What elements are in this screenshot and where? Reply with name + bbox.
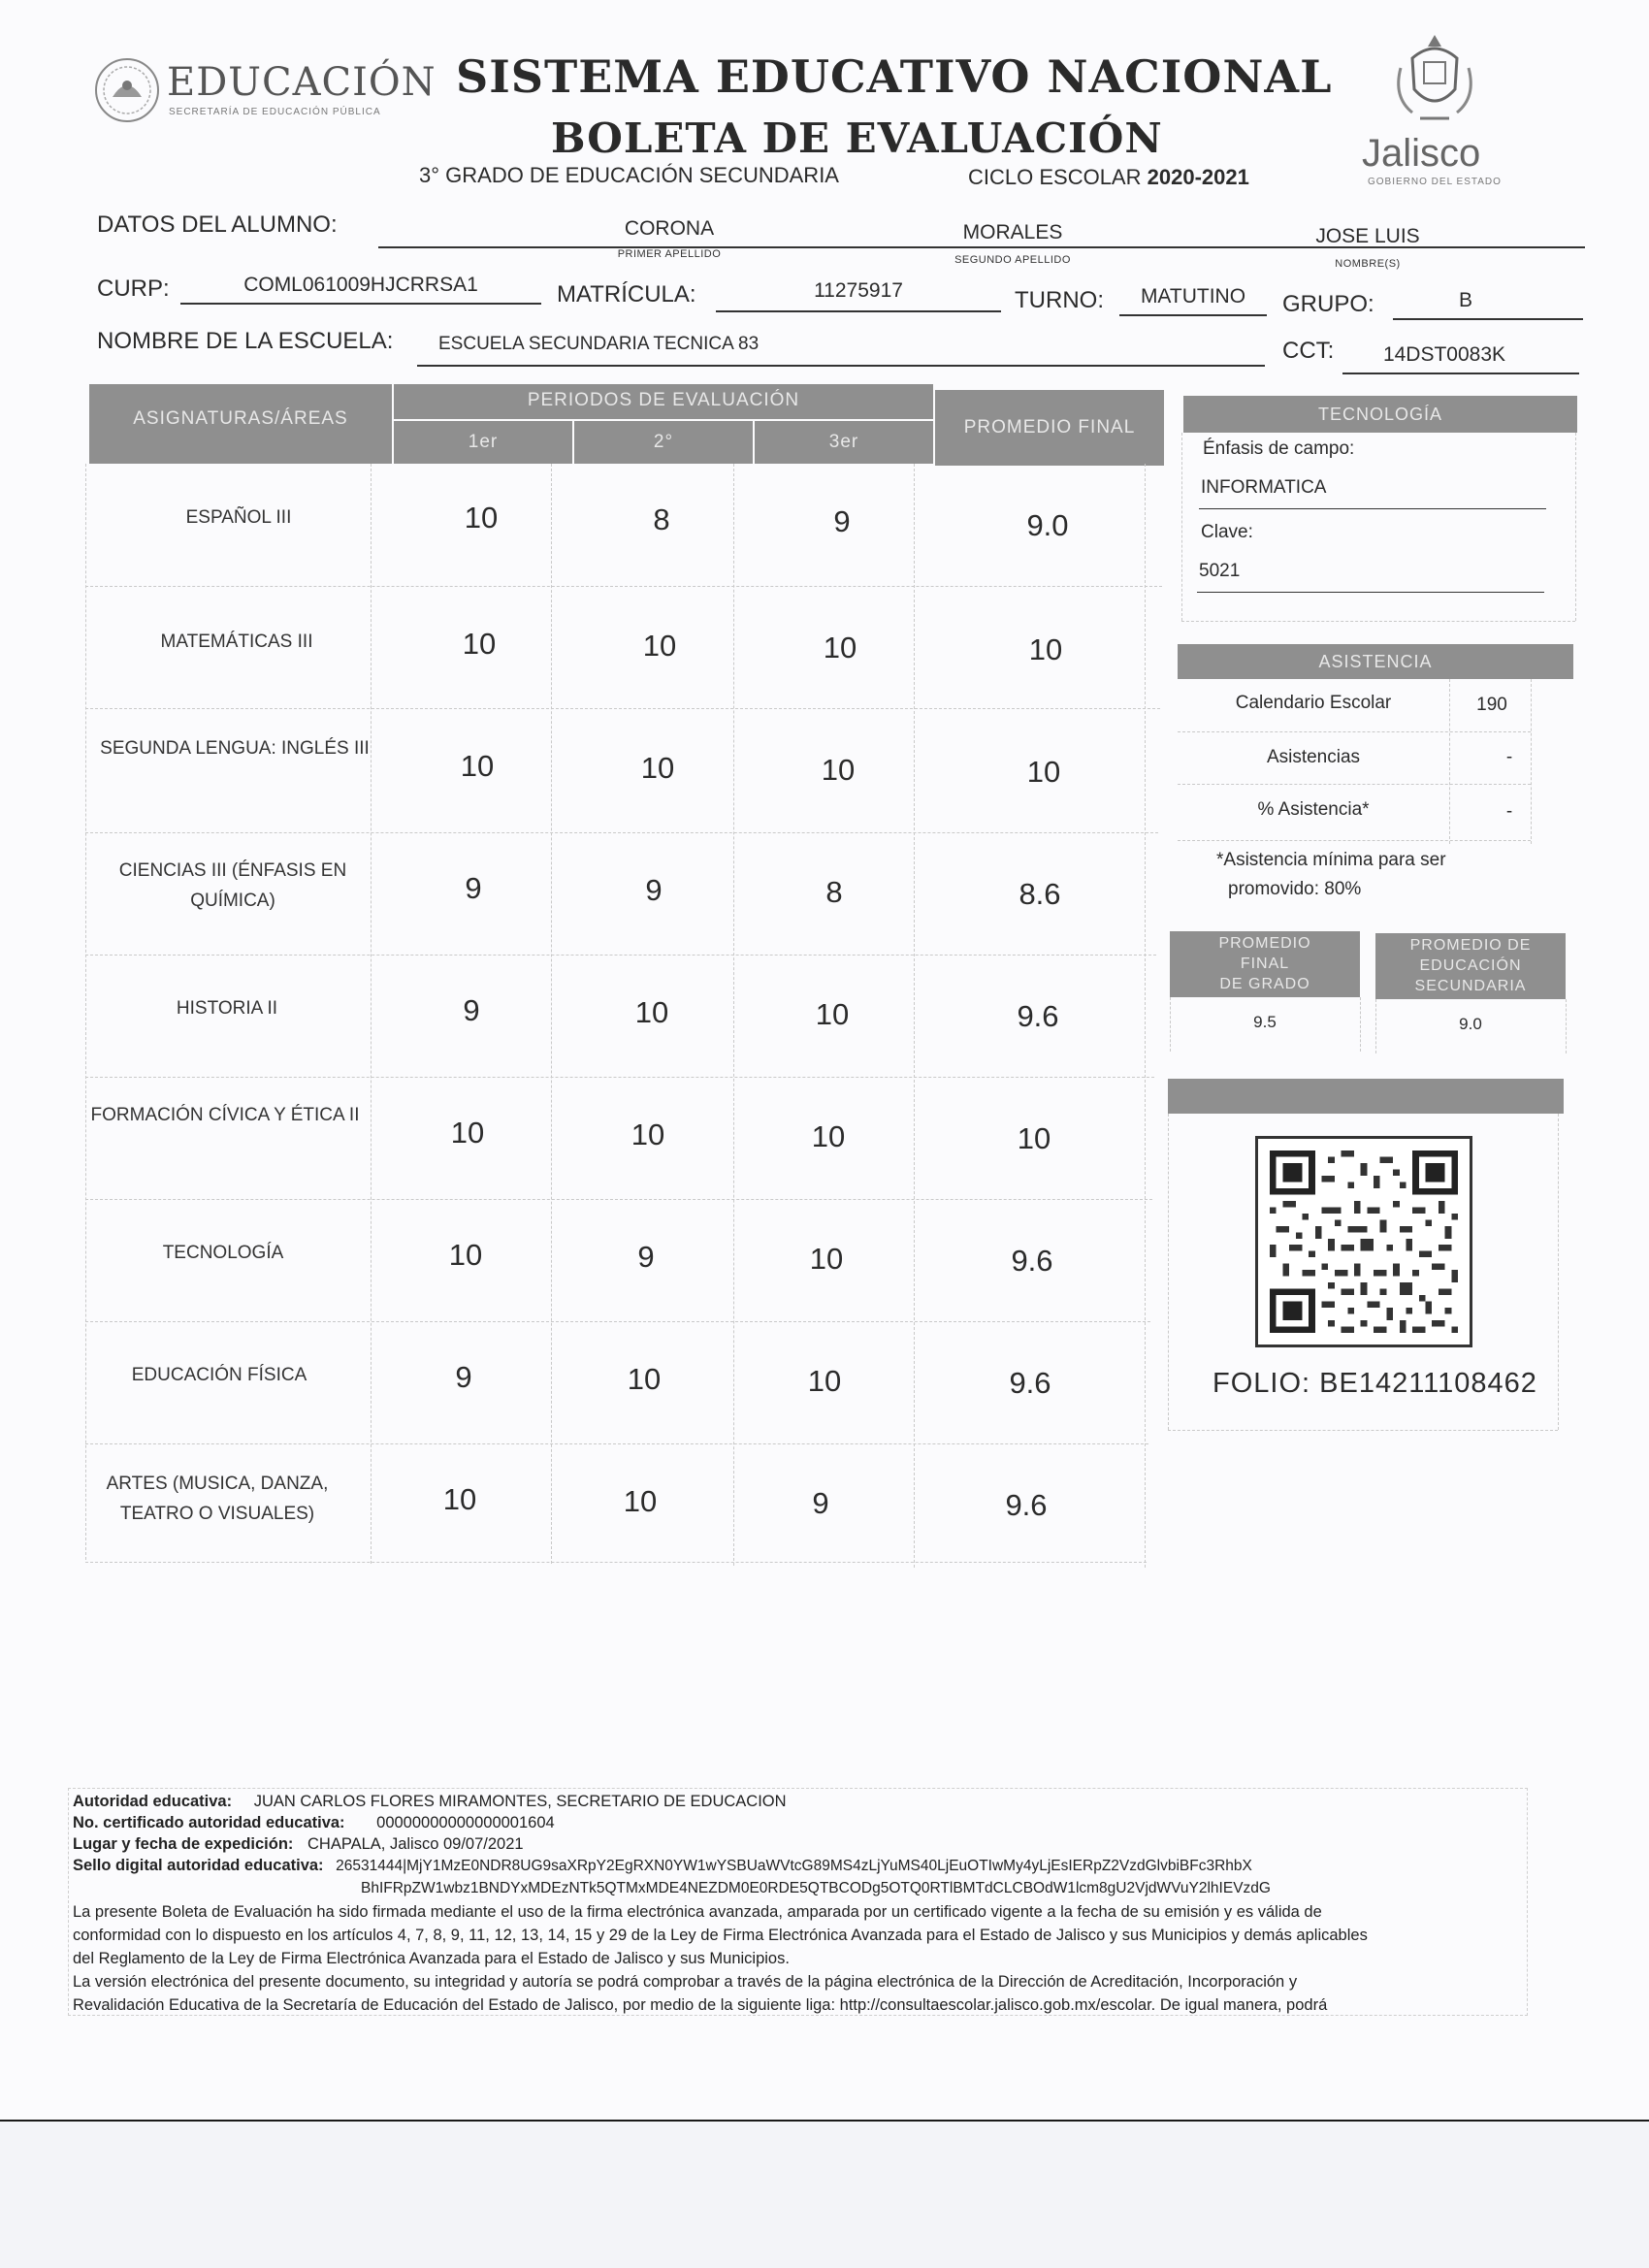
grid-line <box>85 708 1160 709</box>
promedio-secundaria-value: 9.0 <box>1459 1015 1482 1033</box>
grade-p2: 10 <box>642 629 677 663</box>
subject-name: SEGUNDA LENGUA: INGLÉS III <box>100 738 370 759</box>
grade-p2: 10 <box>630 1118 665 1151</box>
segundo-apellido-caption: SEGUNDO APELLIDO <box>954 254 1071 266</box>
grade-p3: 8 <box>825 875 843 909</box>
grade-p3: 10 <box>811 1119 846 1153</box>
cert-value: 00000000000000001604 <box>376 1814 555 1831</box>
promedio-grado-header-line-2: FINAL <box>1240 956 1290 972</box>
datos-label: DATOS DEL ALUMNO: <box>97 211 338 238</box>
grid-line <box>85 1321 1150 1322</box>
escuela-label: NOMBRE DE LA ESCUELA: <box>97 328 394 354</box>
grade-p1: 10 <box>464 501 499 535</box>
page-subtitle: BOLETA DE EVALUACIÓN <box>551 114 1163 162</box>
grade-label: 3° GRADO DE EDUCACIÓN SECUNDARIA <box>419 163 839 187</box>
panel-border <box>1178 784 1531 785</box>
sep-seal-icon <box>93 56 161 124</box>
grade-final: 10 <box>1017 1121 1051 1155</box>
asistencias-label: Asistencias <box>1266 747 1361 767</box>
period-3-header: 3er <box>755 421 933 464</box>
sep-subtitle: SECRETARÍA DE EDUCACIÓN PÚBLICA <box>169 107 381 117</box>
grade-p3: 10 <box>807 1364 842 1398</box>
grupo-line <box>1393 318 1583 320</box>
cct-line <box>1342 373 1579 374</box>
porcentaje-label: % Asistencia* <box>1257 799 1370 820</box>
clave-label: Clave: <box>1201 522 1253 542</box>
grid-line <box>551 464 552 1564</box>
curp-line <box>180 303 541 305</box>
sello-value-1: 26531444|MjY1MzE0NDR8UG9saXRpY2EgRXN0YW1wYSBUaWVtcG89MS4zLjYuMS40LjEuOTIwMy4yLjEsIERpZ2VzdGlvbiBFc3RhbX <box>336 1858 1252 1874</box>
sep-word: EDUCACIÓN <box>167 60 436 105</box>
legal-line-4: La versión electrónica del presente documento, su integridad y autoría se podrá comprobar a través de la página electrónica de la Dirección de Acreditación, Incorporación y <box>73 1973 1298 1991</box>
grade-p1: 9 <box>455 1360 472 1394</box>
grid-line <box>85 1562 1147 1563</box>
grade-p3: 10 <box>823 631 857 664</box>
curp-value: COML061009HJCRRSA1 <box>243 274 478 296</box>
grade-p2: 10 <box>634 995 669 1029</box>
grade-p1: 10 <box>460 749 495 783</box>
cct-label: CCT: <box>1282 338 1335 364</box>
grid-line <box>85 832 1158 833</box>
porcentaje-value: - <box>1505 801 1513 822</box>
sello-row <box>73 1857 1252 1875</box>
legal-line-1: La presente Boleta de Evaluación ha sido firmada mediante el uso de la firma electrónica avanzada, amparada por un certificado vigente a la fecha de su emisión y es válida de <box>73 1903 1322 1921</box>
ciclo-escolar <box>968 165 1249 190</box>
grade-p3: 9 <box>812 1486 829 1520</box>
asistencia-note-1: *Asistencia mínima para ser <box>1216 850 1446 870</box>
curp-label: CURP: <box>97 275 170 302</box>
cert-label: No. certificado autoridad educativa: <box>73 1814 345 1831</box>
escuela-line <box>417 365 1265 367</box>
panel-border <box>1181 433 1182 621</box>
autoridad-label: Autoridad educativa: <box>73 1793 233 1810</box>
grade-final: 9.6 <box>1011 1244 1053 1278</box>
promedio-grado-value: 9.5 <box>1253 1013 1277 1031</box>
asistencia-header: ASISTENCIA <box>1178 644 1573 679</box>
panel-border <box>1168 1114 1169 1430</box>
grade-final: 10 <box>1028 632 1063 666</box>
grade-p2: 8 <box>653 502 670 536</box>
subject-name: ESPAÑOL III <box>185 507 292 528</box>
grid-line <box>85 586 1162 587</box>
enfasis-value: INFORMATICA <box>1201 477 1327 498</box>
grid-line <box>85 1199 1152 1200</box>
panel-border <box>1178 731 1531 732</box>
grid-line <box>1145 464 1146 1568</box>
turno-label: TURNO: <box>1015 287 1104 313</box>
promedio-grado-header-line-3: DE GRADO <box>1219 976 1310 992</box>
panel-border <box>1449 679 1450 844</box>
period-2-header: 2° <box>574 421 753 464</box>
grade-final: 9.6 <box>1009 1366 1051 1400</box>
panel-border <box>1558 1114 1559 1430</box>
turno-value: MATUTINO <box>1140 285 1246 308</box>
period-1-header: 1er <box>394 421 572 464</box>
grid-line <box>914 464 915 1568</box>
grade-p2: 9 <box>645 873 663 907</box>
legal-line-3: del Reglamento de la Ley de Firma Electrónica Avanzada para el Estado de Jalisco y sus Municipios. <box>73 1950 790 1967</box>
lugar-row <box>73 1835 524 1854</box>
subject-name: FORMACIÓN CÍVICA Y ÉTICA II <box>90 1105 360 1125</box>
grade-final: 9.6 <box>1017 999 1059 1033</box>
grade-p2: 10 <box>623 1484 658 1518</box>
grade-final: 10 <box>1026 755 1061 789</box>
sello-label: Sello digital autoridad educativa: <box>73 1857 324 1874</box>
scanner-margin <box>0 2120 1649 2268</box>
grade-p3: 10 <box>815 997 850 1031</box>
jalisco-logo <box>1348 29 1523 194</box>
grade-final: 8.6 <box>1018 877 1061 911</box>
grid-line <box>85 1077 1154 1078</box>
grade-p1: 10 <box>450 1116 485 1150</box>
grupo-label: GRUPO: <box>1282 291 1374 317</box>
jalisco-crest-icon <box>1391 29 1478 130</box>
grid-line <box>85 1443 1148 1444</box>
matricula-line <box>716 310 1001 312</box>
nombre-caption: NOMBRE(S) <box>1335 258 1401 270</box>
grid-line <box>85 955 1156 956</box>
grade-p1: 9 <box>463 993 480 1027</box>
col-periods-header: PERIODOS DE EVALUACIÓN <box>394 384 933 419</box>
legal-line-5: Revalidación Educativa de la Secretaría de Educación del Estado de Jalisco, por medio de la siguiente liga: http://consultaescolar.jalisco.gob.mx/escolar. De igual manera, podrá <box>73 1996 1328 2014</box>
ciclo-value: 2020-2021 <box>1147 165 1249 189</box>
nombre: JOSE LUIS <box>1315 225 1420 247</box>
cert-row <box>73 1814 555 1832</box>
turno-line <box>1119 314 1267 316</box>
asistencias-value: - <box>1505 747 1513 767</box>
qr-panel-header <box>1168 1079 1564 1114</box>
grade-p2: 10 <box>640 751 675 785</box>
primer-apellido-caption: PRIMER APELLIDO <box>617 248 722 260</box>
grade-p1: 10 <box>462 627 497 661</box>
subject-name: ARTES (MUSICA, DANZA, TEATRO O VISUALES) <box>106 1474 329 1524</box>
clave-value: 5021 <box>1199 561 1241 581</box>
panel-border <box>1360 997 1361 1052</box>
subject-name: CIENCIAS III (ÉNFASIS EN QUÍMICA) <box>118 860 347 911</box>
enfasis-label: Énfasis de campo: <box>1203 438 1355 459</box>
ciclo-label: CICLO ESCOLAR <box>968 165 1142 189</box>
grade-p3: 10 <box>809 1242 844 1276</box>
subject-name: HISTORIA II <box>176 998 278 1019</box>
grade-p3: 10 <box>821 753 856 787</box>
panel-border <box>1566 999 1567 1053</box>
calendario-label: Calendario Escolar <box>1235 693 1392 713</box>
asistencia-note-2: promovido: 80% <box>1228 879 1362 899</box>
promedio-grado-header-line-1: PROMEDIO <box>1218 935 1311 952</box>
grade-p1: 9 <box>465 871 482 905</box>
page-title: SISTEMA EDUCATIVO NACIONAL <box>456 50 1333 103</box>
matricula-label: MATRÍCULA: <box>557 281 696 308</box>
grade-p1: 10 <box>442 1482 477 1516</box>
panel-border <box>1178 840 1531 841</box>
grupo-value: B <box>1458 289 1472 311</box>
grid-line <box>733 464 734 1566</box>
lugar-label: Lugar y fecha de expedición: <box>73 1835 294 1853</box>
enfasis-line <box>1199 508 1546 509</box>
promedio-grado-header <box>1170 931 1360 997</box>
promedio-secundaria-header <box>1375 933 1566 999</box>
cct-value: 14DST0083K <box>1382 343 1506 366</box>
matricula-value: 11275917 <box>814 279 903 302</box>
subject-name: EDUCACIÓN FÍSICA <box>131 1365 307 1385</box>
grade-final: 9.6 <box>1005 1488 1048 1522</box>
qr-code <box>1255 1136 1472 1347</box>
subject-name: MATEMÁTICAS III <box>160 632 313 652</box>
grade-p3: 9 <box>833 504 851 538</box>
promedio-secundaria-header-line-1: PROMEDIO DE <box>1409 937 1532 954</box>
grade-p1: 10 <box>448 1238 483 1272</box>
escuela-value: ESCUELA SECUNDARIA TECNICA 83 <box>438 334 760 354</box>
grade-final: 9.0 <box>1026 508 1069 542</box>
autoridad-value: JUAN CARLOS FLORES MIRAMONTES, SECRETARIO DE EDUCACION <box>253 1793 787 1810</box>
panel-border <box>1168 1430 1558 1431</box>
legal-line-2: conformidad con lo dispuesto en los artículos 4, 7, 8, 9, 11, 12, 13, 14, 15 y 29 de la Ley de Firma Electrónica Avanzada para el Estado de Jalisco y sus Municipios y demás aplicables <box>73 1927 1368 1944</box>
promedio-secundaria-header-line-3: SECUNDARIA <box>1414 978 1527 994</box>
panel-border <box>1181 621 1575 622</box>
folio-text: FOLIO: BE14211108462 <box>1212 1368 1537 1399</box>
grade-p2: 9 <box>637 1240 655 1274</box>
autoridad-row <box>73 1793 787 1811</box>
sello-value-2: BhIFRpZW1wbz1BNDYxMDEzNTk5QTMxMDE4NEZDM0E0RDE5QTBCODg5OTQ0RTlBMTdCLCBOdW1lcm8gU2VjdWVuY2lhIEVzdG <box>361 1880 1271 1896</box>
col-final-header: PROMEDIO FINAL <box>935 390 1164 466</box>
jalisco-word: Jalisco <box>1362 132 1481 175</box>
segundo-apellido: MORALES <box>962 221 1063 243</box>
tecnologia-header: TECNOLOGÍA <box>1183 396 1577 433</box>
clave-line <box>1197 592 1544 593</box>
lugar-value: CHAPALA, Jalisco 09/07/2021 <box>307 1835 524 1853</box>
panel-border <box>1575 433 1576 621</box>
jalisco-subtitle: GOBIERNO DEL ESTADO <box>1368 177 1502 187</box>
grade-p2: 10 <box>627 1362 662 1396</box>
subject-name: TECNOLOGÍA <box>162 1243 284 1263</box>
col-subjects-header: ASIGNATURAS/ÁREAS <box>89 384 392 464</box>
calendario-value: 190 <box>1476 695 1507 715</box>
primer-apellido: CORONA <box>624 217 715 240</box>
sep-logo <box>93 54 436 122</box>
promedio-secundaria-header-line-2: EDUCACIÓN <box>1419 957 1522 974</box>
